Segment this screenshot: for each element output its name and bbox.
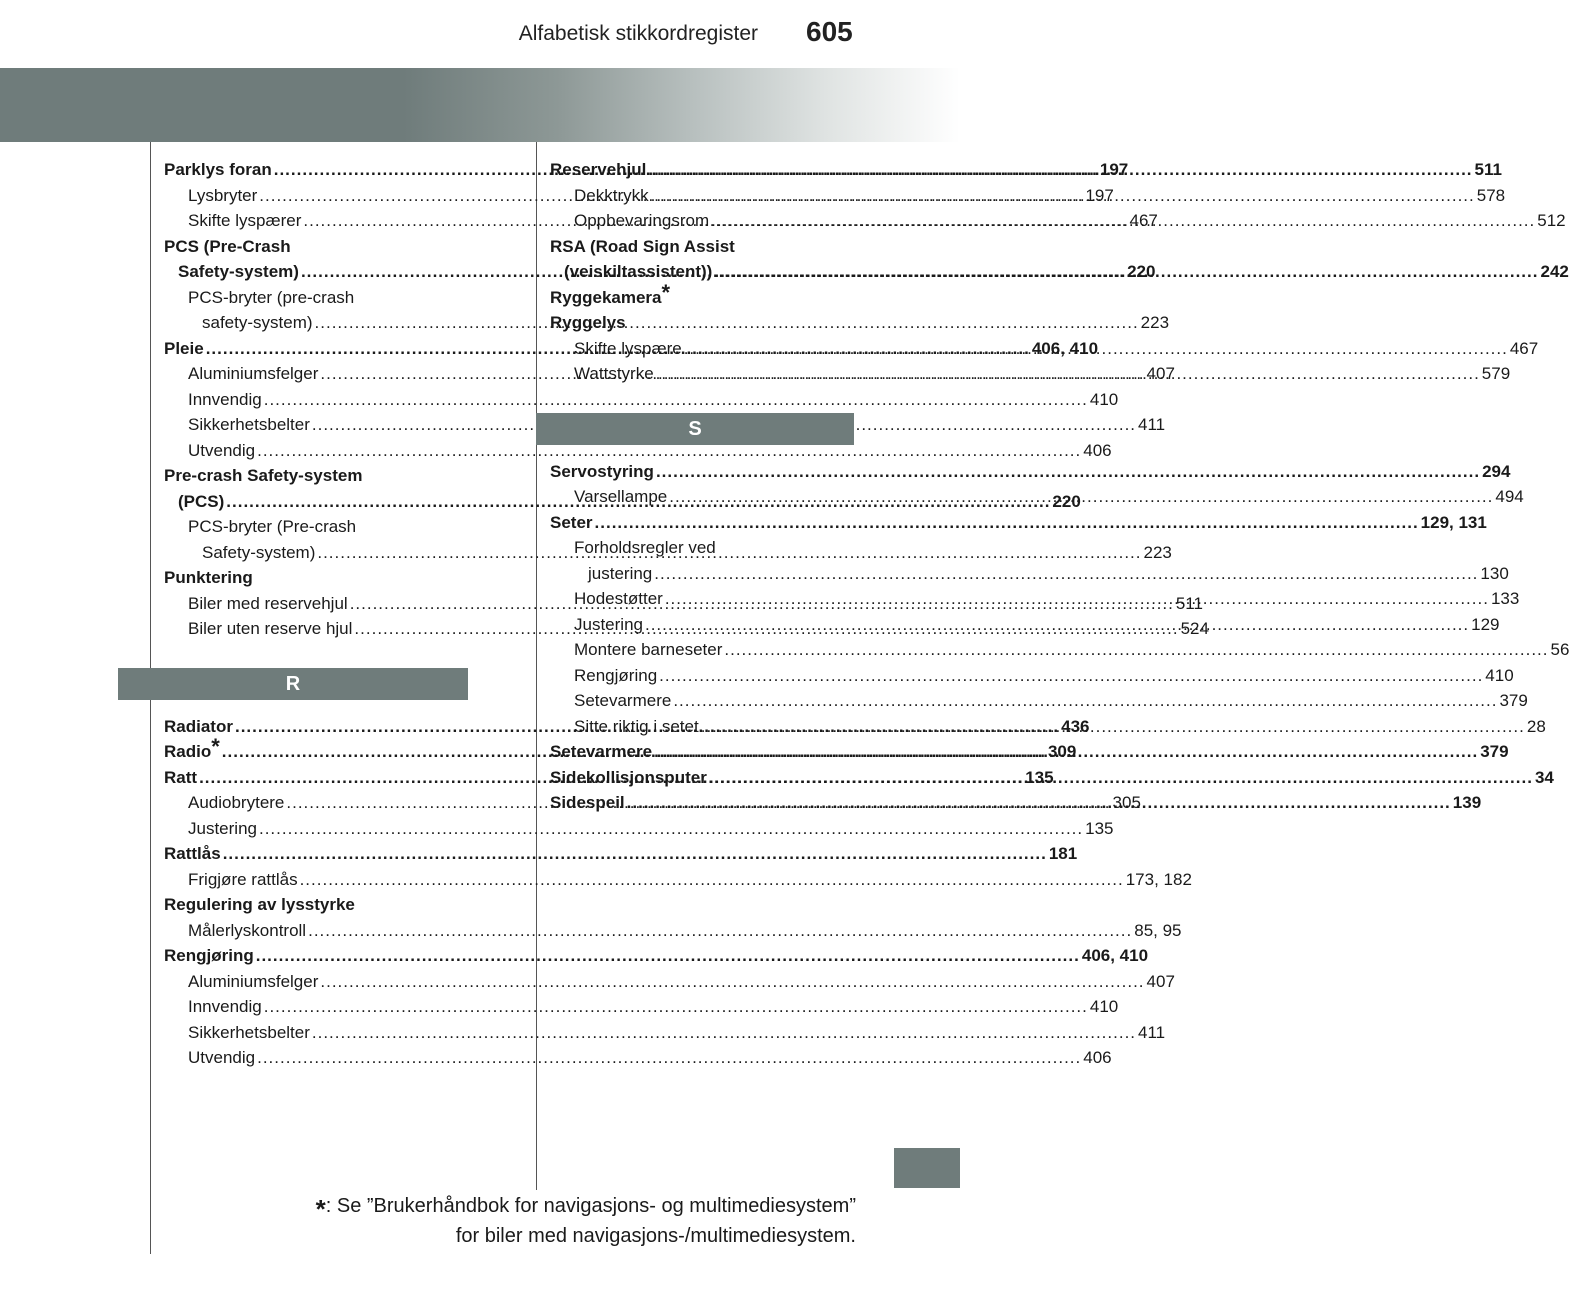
index-entry — [536, 637, 1569, 663]
entry-label-text: Utvendig — [188, 1048, 256, 1067]
entry-label — [574, 208, 709, 234]
index-entry — [150, 816, 1114, 842]
dot-leader — [320, 969, 1144, 995]
entry-label-text: Skifte lyspære — [574, 338, 682, 358]
entry-label — [564, 259, 712, 285]
dot-leader — [257, 1045, 1081, 1071]
entry-page: 223 — [1143, 542, 1172, 562]
entry-page: 406, 410 — [1081, 946, 1149, 965]
entry-page: 129, 131 — [1420, 512, 1487, 532]
dot-leader — [654, 739, 1478, 765]
entry-label-text: Innvendig — [188, 389, 262, 409]
entry-page: 410 — [1485, 665, 1514, 685]
dot-leader — [701, 714, 1525, 740]
dot-leader — [300, 867, 1124, 893]
entry-page: 436 — [1061, 716, 1090, 736]
index-entry — [536, 510, 1487, 536]
index-entry — [536, 234, 854, 260]
dot-leader — [711, 208, 1535, 234]
entry-label — [588, 561, 652, 587]
entry-page: 173, 182 — [1125, 869, 1192, 889]
dot-leader — [724, 637, 1548, 663]
entry-page: 85, 95 — [1134, 920, 1182, 940]
entry-label-text: Ryggelys — [550, 313, 626, 332]
entry-label — [188, 208, 301, 234]
entry-page: 56 — [1550, 640, 1569, 659]
entry-label — [188, 1045, 255, 1071]
entry-label — [164, 892, 355, 918]
entry-label — [164, 943, 254, 969]
index-entry — [150, 514, 468, 540]
entry-label — [164, 463, 362, 489]
entry-label — [188, 790, 284, 816]
entry-label — [188, 183, 257, 209]
entry-page: 309 — [1047, 742, 1077, 761]
entry-label — [188, 591, 348, 617]
dot-leader — [714, 259, 1538, 285]
entry-label-text: Radio — [164, 742, 212, 761]
entry-label-text: Sitte riktig i setet — [574, 716, 699, 736]
entry-label — [164, 565, 253, 591]
entry-page: 410 — [1089, 389, 1119, 409]
entry-label-text: Safety-system) — [202, 542, 316, 562]
entry-label-text: Biler uten reserve hjul — [188, 619, 353, 638]
entry-label — [178, 259, 299, 285]
entry-label — [188, 969, 318, 995]
entry-page: 129 — [1471, 614, 1500, 634]
entry-label-text: Aluminiumsfelger — [188, 971, 319, 991]
entry-label — [188, 514, 356, 540]
entry-label — [574, 484, 667, 510]
index-entry — [150, 918, 1182, 944]
entry-label — [550, 459, 654, 485]
entry-label-text: PCS (Pre-Crash — [164, 236, 291, 256]
entry-label-text: Rengjøring — [574, 665, 658, 685]
entry-page: 220 — [1052, 491, 1081, 511]
entry-label-text: Radiator — [164, 716, 233, 736]
entry-label-text: Innvendig — [188, 997, 262, 1016]
entry-label — [574, 361, 654, 387]
index-entry — [536, 663, 1514, 689]
dot-leader — [651, 183, 1475, 209]
index-entry — [150, 463, 468, 489]
entry-label — [164, 336, 204, 362]
entry-page: 220 — [1127, 262, 1156, 281]
entry-label — [188, 285, 354, 311]
entry-label-text: Seter — [550, 512, 593, 532]
entry-label — [164, 714, 233, 740]
entry-label-text: Reservehjul — [550, 160, 647, 179]
entry-page: 133 — [1490, 589, 1520, 608]
footnote-marker: * — [211, 734, 220, 760]
entry-page: 406 — [1083, 440, 1112, 460]
dot-leader — [684, 336, 1508, 362]
index-entry — [150, 285, 468, 311]
entry-label — [574, 586, 663, 612]
index-entry — [150, 234, 468, 260]
entry-label-text: Wattstyrke — [574, 364, 654, 383]
entry-label-text: Sidekollisjonsputer — [550, 767, 707, 787]
entry-label — [188, 918, 306, 944]
entry-page: 524 — [1180, 619, 1209, 638]
entry-page: 494 — [1495, 487, 1524, 506]
entry-page: 28 — [1526, 716, 1546, 736]
entry-label-text: Pleie — [164, 338, 204, 358]
entry-label-text: Rengjøring — [164, 946, 254, 965]
entry-page: 511 — [1474, 160, 1502, 179]
entry-label-text: Forholdsregler ved — [574, 538, 716, 557]
entry-label-text: Dekktrykk — [574, 185, 649, 205]
entry-label-text: Pre-crash Safety-system — [164, 466, 363, 485]
entry-label-text: Ratt — [164, 767, 198, 787]
entry-page: 467 — [1509, 338, 1539, 358]
entry-label — [188, 412, 310, 438]
entry-label-text: Frigjøre rattlås — [188, 869, 298, 889]
dot-leader — [256, 943, 1080, 969]
entry-label-text: Sikkerhetsbelter — [188, 1022, 310, 1042]
dot-leader — [659, 663, 1483, 689]
index-entry — [150, 412, 1166, 438]
entry-label-text: Varsellampe — [574, 487, 668, 506]
entry-label — [550, 279, 671, 311]
entry-page: 406, 410 — [1031, 338, 1099, 358]
entry-page: 411 — [1138, 415, 1166, 434]
entry-page: 379 — [1480, 742, 1509, 761]
dot-leader — [656, 361, 1480, 387]
entry-page: 305 — [1112, 793, 1141, 812]
index-entry — [536, 459, 1511, 485]
section-header-s: S — [536, 413, 854, 445]
entry-label-text: Audiobrytere — [188, 793, 285, 812]
entry-label-text: Ryggekamera — [550, 287, 662, 307]
entry-page: 579 — [1481, 364, 1511, 383]
entry-label — [550, 765, 707, 791]
footnote-line-1: : Se ”Brukerhåndbok for navigasjons- og multimediesystem” — [325, 1195, 856, 1217]
entry-label — [164, 765, 197, 791]
index-entry — [536, 561, 1509, 587]
index-entry — [150, 892, 468, 918]
entry-label — [188, 616, 352, 642]
entry-label — [178, 489, 224, 515]
entry-label-text: Utvendig — [188, 440, 256, 460]
entry-label — [188, 1020, 310, 1046]
entry-label-text: Setevarmere — [550, 742, 653, 761]
entry-page: 410 — [1089, 997, 1119, 1016]
entry-label-text: Aluminiumsfelger — [188, 364, 319, 383]
entry-label-text: Lysbryter — [188, 185, 258, 205]
entry-page: 512 — [1537, 211, 1566, 230]
entry-label-text: justering — [588, 563, 653, 583]
index-entry — [150, 1020, 1166, 1046]
dot-leader — [308, 918, 1132, 944]
entry-page: 467 — [1129, 211, 1158, 230]
entry-label — [188, 994, 262, 1020]
entry-page: 407 — [1146, 364, 1175, 383]
dot-leader — [654, 561, 1478, 587]
entry-page: 242 — [1540, 262, 1569, 281]
dot-leader — [648, 157, 1472, 183]
entry-label — [574, 535, 716, 561]
entry-label-text: Sidespeil — [550, 793, 625, 812]
entry-label — [188, 438, 255, 464]
index-entry — [150, 994, 1119, 1020]
entry-label-text: Rattlås — [164, 844, 221, 863]
index-entry — [536, 279, 854, 311]
entry-label-text: Målerlyskontroll — [188, 920, 307, 940]
entry-label — [202, 540, 315, 566]
entry-label — [574, 336, 682, 362]
entry-label — [164, 841, 221, 867]
dot-leader — [656, 459, 1480, 485]
entry-label — [574, 183, 649, 209]
section-header-r: R — [118, 668, 468, 700]
entry-page: 407 — [1146, 971, 1175, 991]
entry-label — [550, 234, 735, 260]
entry-label — [188, 816, 257, 842]
index-entry — [536, 688, 1528, 714]
page-number: 605 — [806, 16, 853, 47]
entry-label — [188, 867, 298, 893]
entry-label — [188, 387, 262, 413]
entry-label-text: Justering — [188, 818, 257, 838]
index-entry — [536, 535, 854, 561]
entry-label — [188, 361, 318, 387]
entry-label — [550, 739, 652, 765]
entry-label — [202, 310, 313, 336]
dot-leader — [709, 765, 1533, 791]
entry-page: 197 — [1099, 160, 1129, 179]
entry-label — [164, 157, 272, 183]
index-entry — [150, 387, 1119, 413]
index-entry — [150, 943, 1149, 969]
entry-label — [550, 157, 646, 183]
entry-page: 197 — [1085, 185, 1114, 205]
index-entry — [150, 565, 468, 591]
header-title: Alfabetisk stikkordregister — [518, 22, 758, 45]
entry-page: 181 — [1048, 844, 1078, 863]
entry-label-text: PCS-bryter (Pre-crash — [188, 517, 357, 536]
entry-label-text: Justering — [574, 614, 643, 634]
entry-page: 578 — [1476, 185, 1506, 205]
dot-leader — [264, 994, 1088, 1020]
footnote-marker: * — [661, 279, 671, 305]
entry-label-text: Servostyring — [550, 461, 654, 481]
dot-leader — [312, 1020, 1136, 1046]
dot-leader — [627, 790, 1451, 816]
entry-label-text: Parklys foran — [164, 160, 272, 179]
entry-label-text: RSA (Road Sign Assist — [550, 236, 735, 256]
entry-label-text: Setevarmere — [574, 691, 672, 710]
dot-leader — [259, 816, 1083, 842]
index-entry — [150, 841, 1078, 867]
entry-label-text: (PCS) — [178, 491, 225, 511]
entry-page: 135 — [1085, 818, 1114, 838]
entry-label — [574, 688, 671, 714]
dot-leader — [223, 841, 1047, 867]
index-entry — [150, 969, 1175, 995]
chapter-tab — [894, 1148, 960, 1188]
entry-label-text: Sikkerhetsbelter — [188, 415, 310, 434]
footnote-line-2: for biler med navigasjons-/multimediesystem. — [455, 1225, 856, 1247]
entry-label-text: Safety-system) — [178, 262, 299, 281]
entry-label — [550, 510, 593, 536]
entry-page: 34 — [1534, 767, 1554, 787]
index-entry — [150, 867, 1192, 893]
entry-label-text: PCS-bryter (pre-crash — [188, 287, 355, 307]
index-entry — [150, 1045, 1112, 1071]
entry-label — [574, 637, 722, 663]
dot-leader — [673, 688, 1497, 714]
dot-leader — [645, 612, 1469, 638]
entry-page: 411 — [1138, 1022, 1166, 1042]
entry-page: 135 — [1025, 767, 1054, 787]
footnote — [316, 1188, 856, 1251]
entry-label-text: Oppbevaringsrom — [574, 211, 710, 230]
entry-label — [574, 663, 657, 689]
entry-label — [550, 310, 626, 336]
entry-label — [550, 790, 625, 816]
entry-page: 139 — [1452, 793, 1482, 812]
entry-label-text: Hodestøtter — [574, 589, 663, 608]
entry-page: 130 — [1480, 563, 1509, 583]
footnote-star: * — [315, 1194, 326, 1224]
dot-leader — [595, 510, 1419, 536]
entry-page: 294 — [1482, 461, 1511, 481]
entry-label-text: Biler med reservehjul — [188, 593, 348, 613]
entry-label-text: Punktering — [164, 568, 253, 587]
dot-leader — [665, 586, 1489, 612]
entry-label — [574, 612, 643, 638]
entry-label — [164, 234, 291, 260]
index-entry — [536, 310, 854, 336]
entry-label-text: (veiskiltassistent)) — [564, 262, 713, 281]
entry-page: 406 — [1083, 1048, 1112, 1067]
dot-leader — [669, 484, 1493, 510]
entry-label — [574, 714, 699, 740]
header-banner — [0, 68, 960, 142]
entry-label-text: Regulering av lysstyrke — [164, 895, 355, 914]
entry-label-text: safety-system) — [202, 313, 313, 332]
entry-page: 379 — [1499, 691, 1528, 710]
index-entry — [150, 438, 1112, 464]
entry-page: 223 — [1140, 313, 1170, 332]
entry-label-text: Skifte lyspærer — [188, 211, 302, 230]
entry-label — [164, 734, 220, 765]
entry-label-text: Montere barneseter — [574, 640, 723, 659]
entry-page: 511 — [1175, 593, 1203, 613]
